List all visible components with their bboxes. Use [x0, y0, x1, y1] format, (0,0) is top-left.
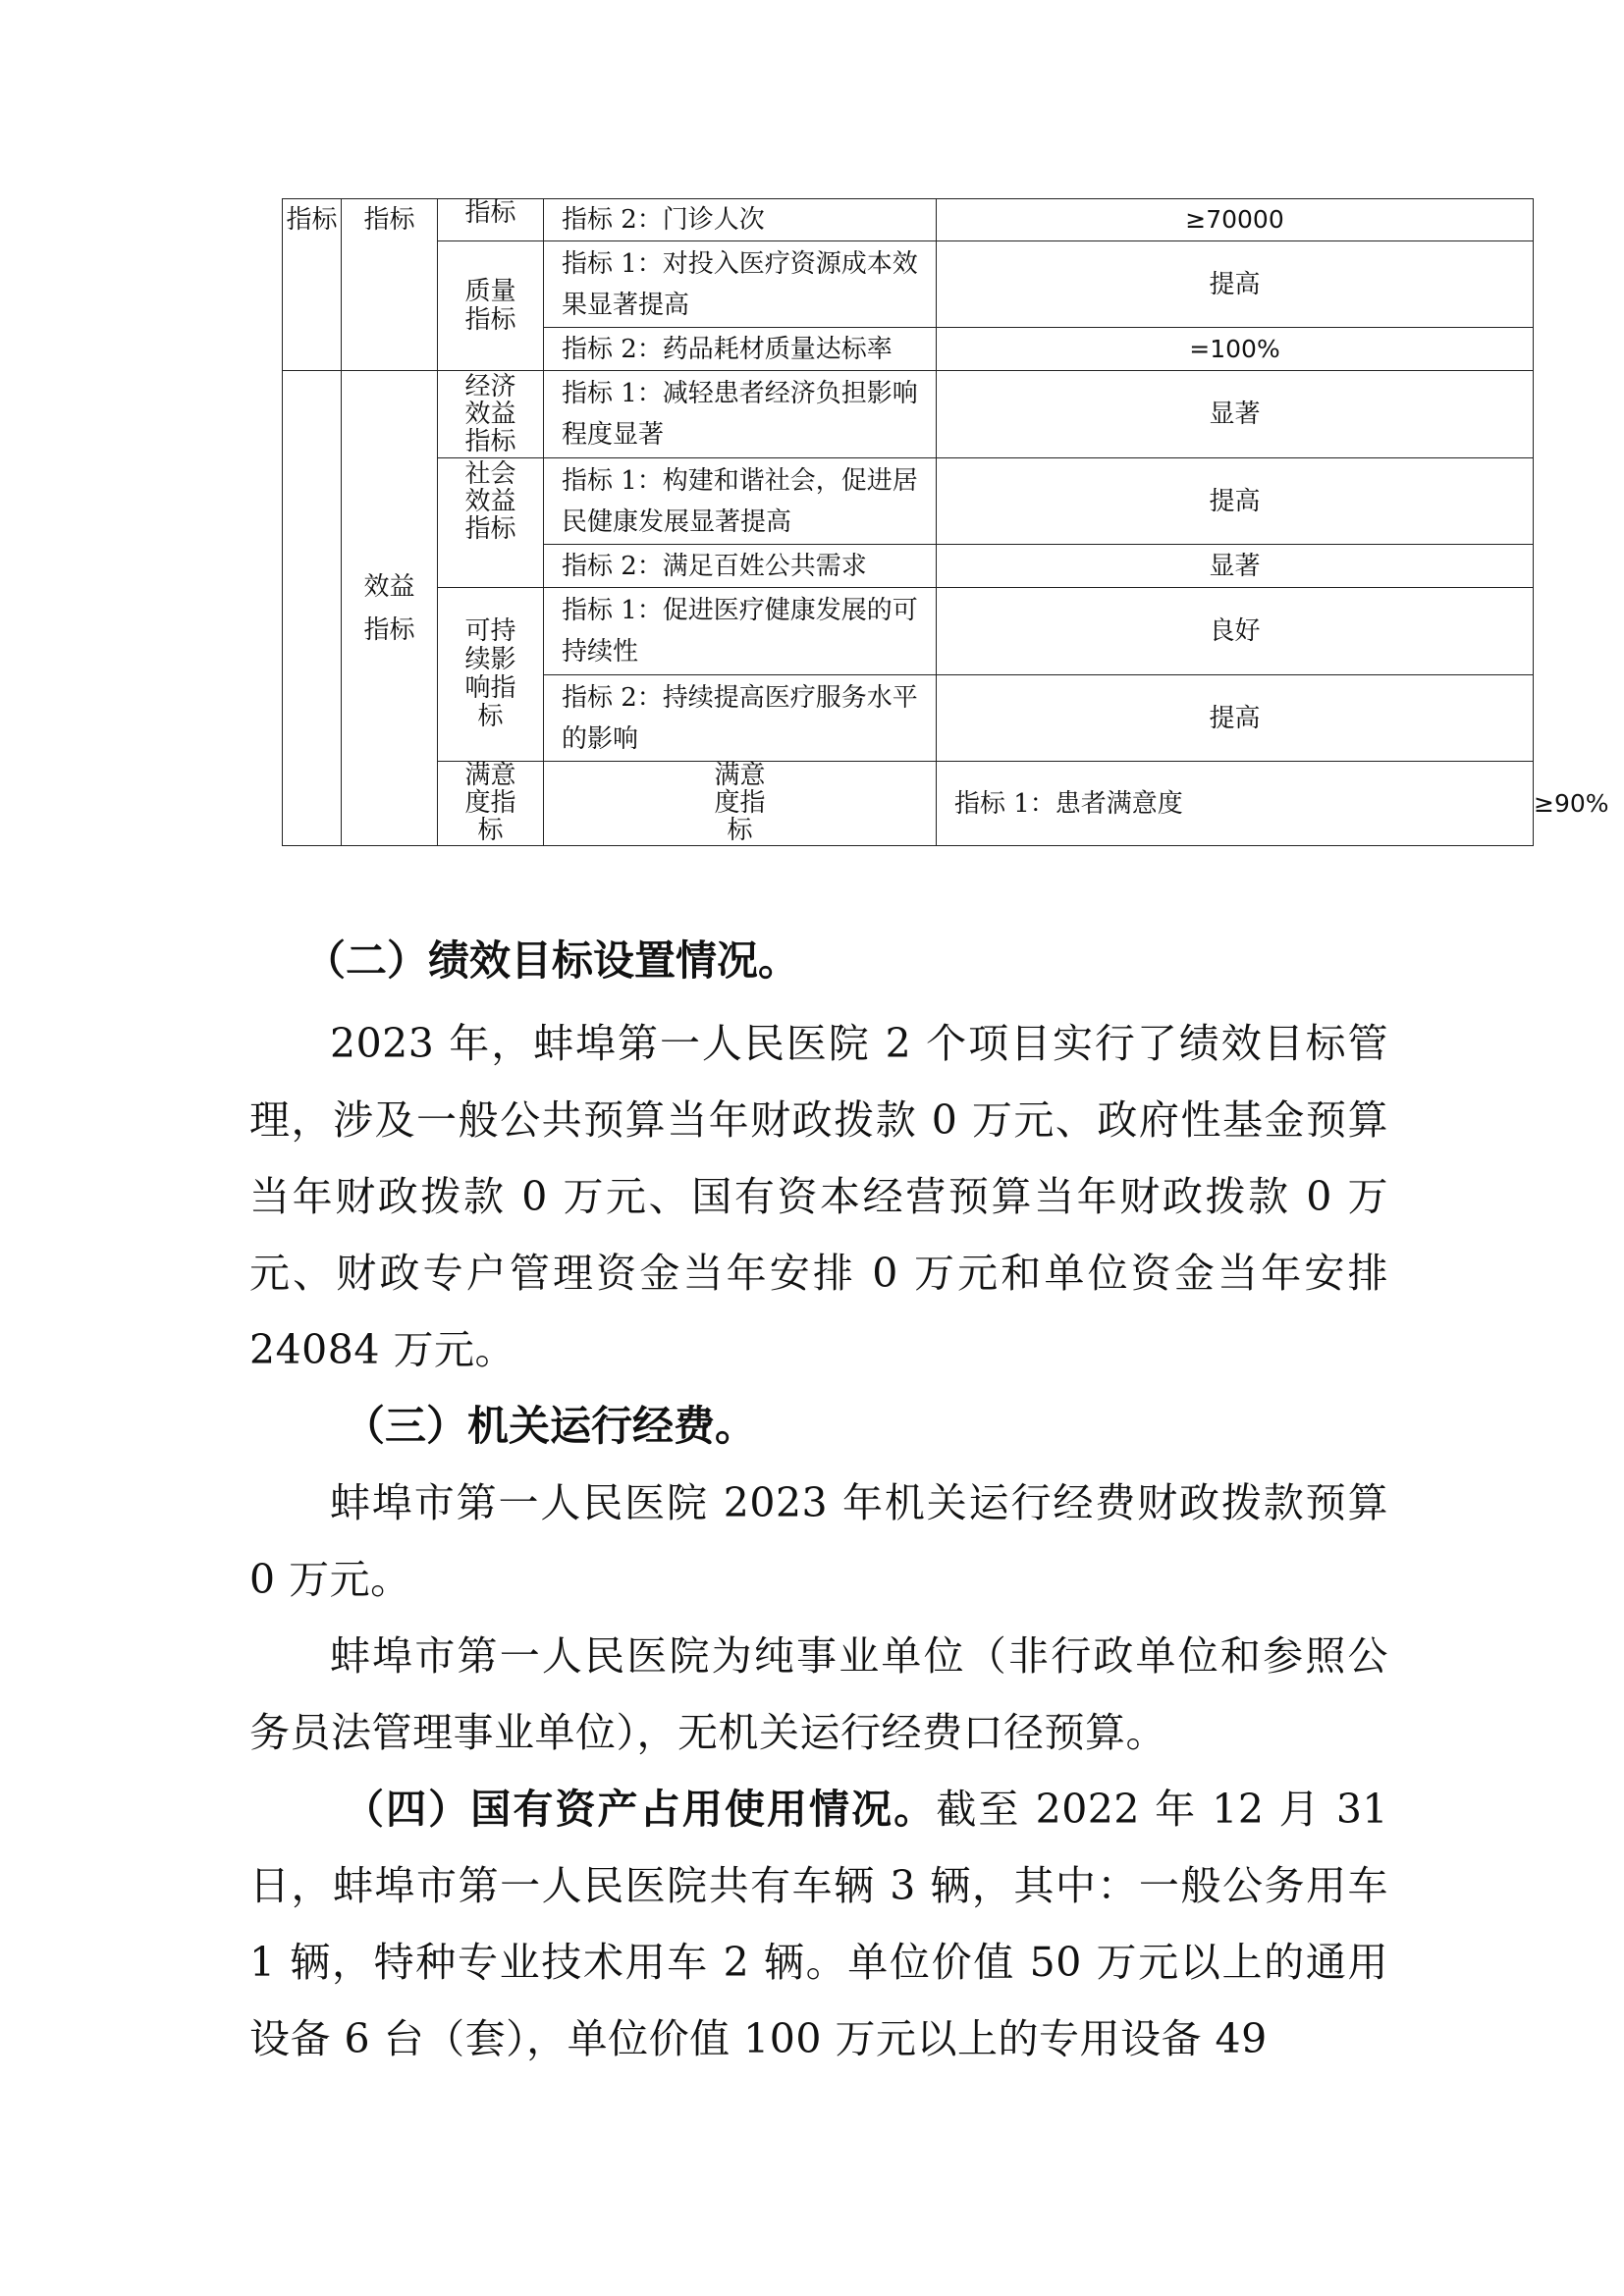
table-row: [283, 199, 1534, 241]
value-cell: 显著: [937, 371, 1534, 458]
paragraph: 蚌埠市第一人民医院 2023 年机关运行经费财政拨款预算 0 万元。: [249, 1479, 1388, 1603]
section-heading: （二）绩效目标设置情况。: [304, 936, 800, 985]
level3-category-text: 经济效益指标: [464, 372, 516, 456]
level3-category-cell: [438, 241, 544, 371]
level2-category-cell: [342, 199, 438, 371]
document-body: [249, 923, 1388, 2077]
value-cell: =100%: [937, 328, 1534, 371]
level3-category-text: 质量指标: [464, 276, 516, 335]
level2-category-text: 指标: [363, 205, 415, 235]
performance-indicator-table: [282, 198, 1609, 846]
value-cell: 显著: [937, 545, 1534, 588]
value-cell: 提高: [937, 675, 1534, 762]
value-cell: 提高: [937, 241, 1534, 328]
level3-category-cell: [544, 762, 937, 846]
paragraph-text: 截至 2022 年 12 月 31 日，蚌埠市第一人民医院共有车辆 3 辆，其中：一般公务用车 1 辆，特种专业技术用车 2 辆。单位价值 50 万元以上的通用设备 6 台（套），单位价值 100 万元以上的专用设备 49: [249, 1786, 1388, 2062]
level3-category-cell: [438, 199, 544, 241]
value-cell: 良好: [937, 588, 1534, 675]
level2-category-cell: [342, 371, 438, 846]
indicator-cell: 指标 1：构建和谐社会，促进居民健康发展显著提高: [544, 458, 937, 545]
indicator-cell: 指标 1：对投入医疗资源成本效果显著提高: [544, 241, 937, 328]
level3-category-cell: [438, 371, 544, 458]
section-heading-inline: （四）国有资产占用使用情况。: [344, 1786, 937, 1833]
level2-category-cell: [438, 762, 544, 846]
indicator-cell: 指标 1：患者满意度: [937, 762, 1534, 846]
level1-blank-cell: [283, 371, 342, 846]
value-cell: 提高: [937, 458, 1534, 545]
level2-category-text: 效益指标: [363, 571, 415, 645]
indicator-cell: 指标 1：减轻患者经济负担影响程度显著: [544, 371, 937, 458]
section-heading: （三）机关运行经费。: [344, 1402, 757, 1450]
level3-category-text: 可持续影响指标: [464, 616, 516, 731]
level1-category-cell: [283, 199, 342, 371]
level3-category-text: 社会效益指标: [464, 459, 516, 544]
level2-category-text: 满意度指标: [464, 761, 516, 845]
level3-category-text: 指标: [464, 198, 516, 228]
table-row: [283, 458, 1534, 545]
table-row: [283, 371, 1534, 458]
value-cell: ≥70000: [937, 199, 1534, 241]
level3-category-cell: [438, 588, 544, 762]
level1-category-text: 指标: [286, 205, 338, 235]
level3-category-text: 满意度指标: [714, 761, 766, 845]
paragraph: 蚌埠市第一人民医院为纯事业单位（非行政单位和参照公务员法管理事业单位），无机关运行经费口径预算。: [249, 1632, 1388, 1756]
indicator-cell: 指标 2：药品耗材质量达标率: [544, 328, 937, 371]
indicator-cell: 指标 2：门诊人次: [544, 199, 937, 241]
indicator-cell: 指标 2：持续提高医疗服务水平的影响: [544, 675, 937, 762]
paragraph: [249, 1771, 1388, 2077]
table-row: [283, 241, 1534, 328]
indicator-cell: 指标 2：满足百姓公共需求: [544, 545, 937, 588]
level3-category-cell: [438, 458, 544, 588]
table-row: 满意度指标 满意度指标 指标 1：患者满意度 ≥90%: [283, 762, 1534, 846]
paragraph: 2023 年，蚌埠第一人民医院 2 个项目实行了绩效目标管理，涉及一般公共预算当年财政拨款 0 万元、政府性基金预算当年财政拨款 0 万元、国有资本经营预算当年财政拨款 0 万元、财政专户管理资金当年安排 0 万元和单位资金当年安排 24084 万元。: [249, 1020, 1388, 1373]
table-row: [283, 588, 1534, 675]
indicator-cell: 指标 1：促进医疗健康发展的可持续性: [544, 588, 937, 675]
